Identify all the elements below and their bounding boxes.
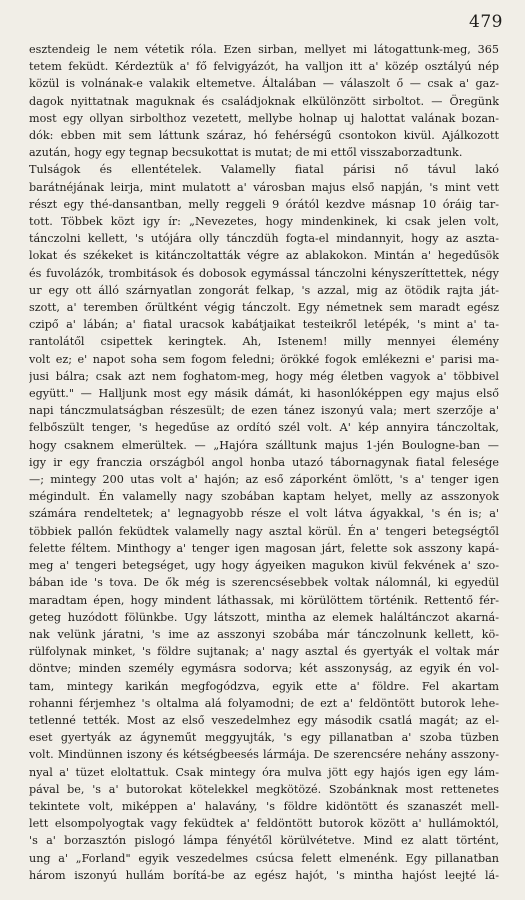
text-line: rülfolynak minket, 's földre sujtanak; a' nagy asztal és gyertyák el voltak már	[29, 645, 499, 659]
text-line: geteg huzódott fölünkbe. Ugy látszott, mintha az elemek haláltánczot akarná-	[29, 610, 499, 624]
text-line: most egy ollyan sirbolthoz vezetett, mellybe holnap uj halottat valának bozan-	[29, 111, 499, 125]
text-line: részt egy thé-dansantban, melly reggeli 9 órától kezdve másnap 10 óráig tar-	[29, 197, 499, 211]
text-line: napi tánczmulatságban részesült; de ezen tánez iszonyú vala; mert szerzője a'	[29, 404, 499, 418]
text-line: jusi bálra; csak azt nem foghatom-meg, hogy még életben vagyok a' többivel	[29, 369, 499, 383]
text-line: rohanni férjemhez 's oltalma alá folyamodni; de ezt a' feldöntött butorok lehe-	[29, 696, 499, 710]
text-line: barátnéjának leirja, mint mulatott a' városban majus első napján, 's mint vett	[29, 180, 499, 194]
text-line: döntve; minden személy egymásra sodorva; két asszonyság, az egyik én vol-	[29, 662, 499, 676]
text-line: tekintete volt, miképpen a' halavány, 's földre kidöntött és szanaszét mell-	[29, 799, 499, 813]
text-line: bában ide 's tova. De ők még is szerencsésebbek voltak nálomnál, ki egyedül	[29, 576, 499, 590]
text-line: tetlenné tették. Most az első veszedelmhez egy második csatlá magát; az el-	[29, 713, 499, 727]
text-line: Tulságok és ellentételek. Valamelly fiatal párisi nő távul lakó	[29, 163, 499, 177]
text-line: rantolátől csipettek keringtek. Ah, Istenem! milly mennyei élemény	[29, 335, 499, 349]
text-line: dagok nyittatnak maguknak és családjoknak elkülönzött sirboltot. — Öregünk	[29, 94, 499, 108]
text-line: lokat és székeket is kitánczoltatták végre az ablakokon. Mintán a' hegedűsök	[29, 249, 499, 263]
text-line: igy ir egy franczia országból angol honba utazó tábornagynak fiatal felesége	[29, 455, 499, 469]
text-line: szott, a' teremben őrültként végig tánczolt. Egy németnek sem maradt egész	[29, 301, 499, 315]
text-line: ung a' „Forland" egyik veszedelmes csúcsa felett elmenénk. Egy pillanatban	[29, 851, 499, 865]
text-line: tam, mintegy karikán megfogódzva, egyik ette a' földre. Fel akartam	[29, 679, 499, 693]
text-line: tetem feküdt. Kérdeztük a' fő felvigyázót, ha valljon itt a' közép osztályú nép	[29, 60, 499, 74]
text-line: nyal a' tüzet eloltattuk. Csak mintegy óra mulva jött egy hajós igen egy lám-	[29, 765, 499, 779]
text-line: czipő a' lábán; a' fiatal uracsok kabátjaikat testeikről letépék, 's mint a' ta-	[29, 318, 499, 332]
text-line: többiek pallón feküdtek valamelly nagy asztal körül. Én a' tengeri betegségtől	[29, 524, 499, 538]
text-line: felette féltem. Minthogy a' tenger igen magosan járt, felette sok asszony kapá-	[29, 541, 499, 555]
text-line: lett elsompolyogtak vagy feküdtek a' feldöntött butorok között a' hullámoktól,	[29, 817, 499, 831]
body-text	[29, 41, 499, 884]
text-line: tott. Többek közt igy ír: „Nevezetes, hogy mindenkinek, ki csak jelen volt,	[29, 215, 499, 229]
text-line: együtt." — Halljunk most egy másik dámát, ki hasonlóképpen egy majus első	[29, 387, 499, 401]
text-line: 's a' borzasztón pislogó lámpa fényétől körülvétetve. Mind ez alatt történt,	[29, 834, 499, 848]
text-line: ur egy ott álló szárnyatlan zongorát felkap, 's azzal, mig az ötödik rajta ját-	[29, 283, 499, 297]
text-line: felbőszült tenger, 's hegedűse az ordító szél volt. A' kép annyira tánczoltak,	[29, 421, 499, 435]
page-number: 479	[469, 12, 503, 32]
text-line: volt ez; e' napot soha sem fogom feledni; örökké fogok emlékezni e' parisi ma-	[29, 352, 499, 366]
text-line: és fuvolázók, trombitások és dobosok egymással tánczolni kényszeríttettek, négy	[29, 266, 499, 280]
text-line: három iszonyú hullám borítá-be az egész hajót, 's mintha hajóst leejté lá-	[29, 868, 499, 882]
text-line: tánczolni kellett, 's utójára olly tánczdüh fogta-el mindannyit, hogy az aszta-	[29, 232, 499, 246]
text-line: eset gyertyák az ágyneműt meggyujták, 's egy pillanatban a' szoba tüzben	[29, 731, 499, 745]
text-line: —; mintegy 200 utas volt a' hajón; az eső záporként ömlött, 's a' tenger igen	[29, 473, 499, 487]
text-line: azután, hogy egy tegnap becsukottat is mutat; de mi ettől visszaborzadtunk.	[29, 146, 463, 160]
text-line: számára rendeltetek; a' legnagyobb része el volt látva ágyakkal, 's én is; a'	[29, 507, 499, 521]
text-line: maradtam épen, hogy mindent láthassak, mi körülöttem történik. Rettentő fér-	[29, 593, 499, 607]
text-line: közül is volnának-e valakik eltemetve. Általában — válaszolt ő — csak a' gaz-	[29, 77, 499, 91]
text-line: dók: ebben mit sem láttunk száraz, hó fehérségű csontokon kivül. Ajálkozott	[29, 129, 499, 143]
text-line: volt. Mindünnen iszony és kétségbeesés lármája. De szerencsére nehány asszony-	[29, 748, 499, 762]
text-line: mégindult. Én valamelly nagy szobában kaptam helyet, melly az asszonyok	[29, 490, 499, 504]
text-line: hogy csaknem elmerültek. — „Hajóra szálltunk majus 1-jén Boulogne-ban —	[29, 438, 499, 452]
text-line: nak velünk járatni, 's ime az asszonyi szobába már tánczolnunk kellett, kö-	[29, 627, 499, 641]
text-line: esztendeig le nem vétetik róla. Ezen sirban, mellyet mi látogattunk-meg, 365	[29, 43, 499, 56]
text-line: pával be, 's a' butorokat kötelekkel megkötözé. Szobánknak most rettenetes	[29, 782, 499, 796]
text-line: meg a' tengeri betegséget, ugy hogy ágyeiken magukon kivül fekvének a' szo-	[29, 559, 499, 573]
